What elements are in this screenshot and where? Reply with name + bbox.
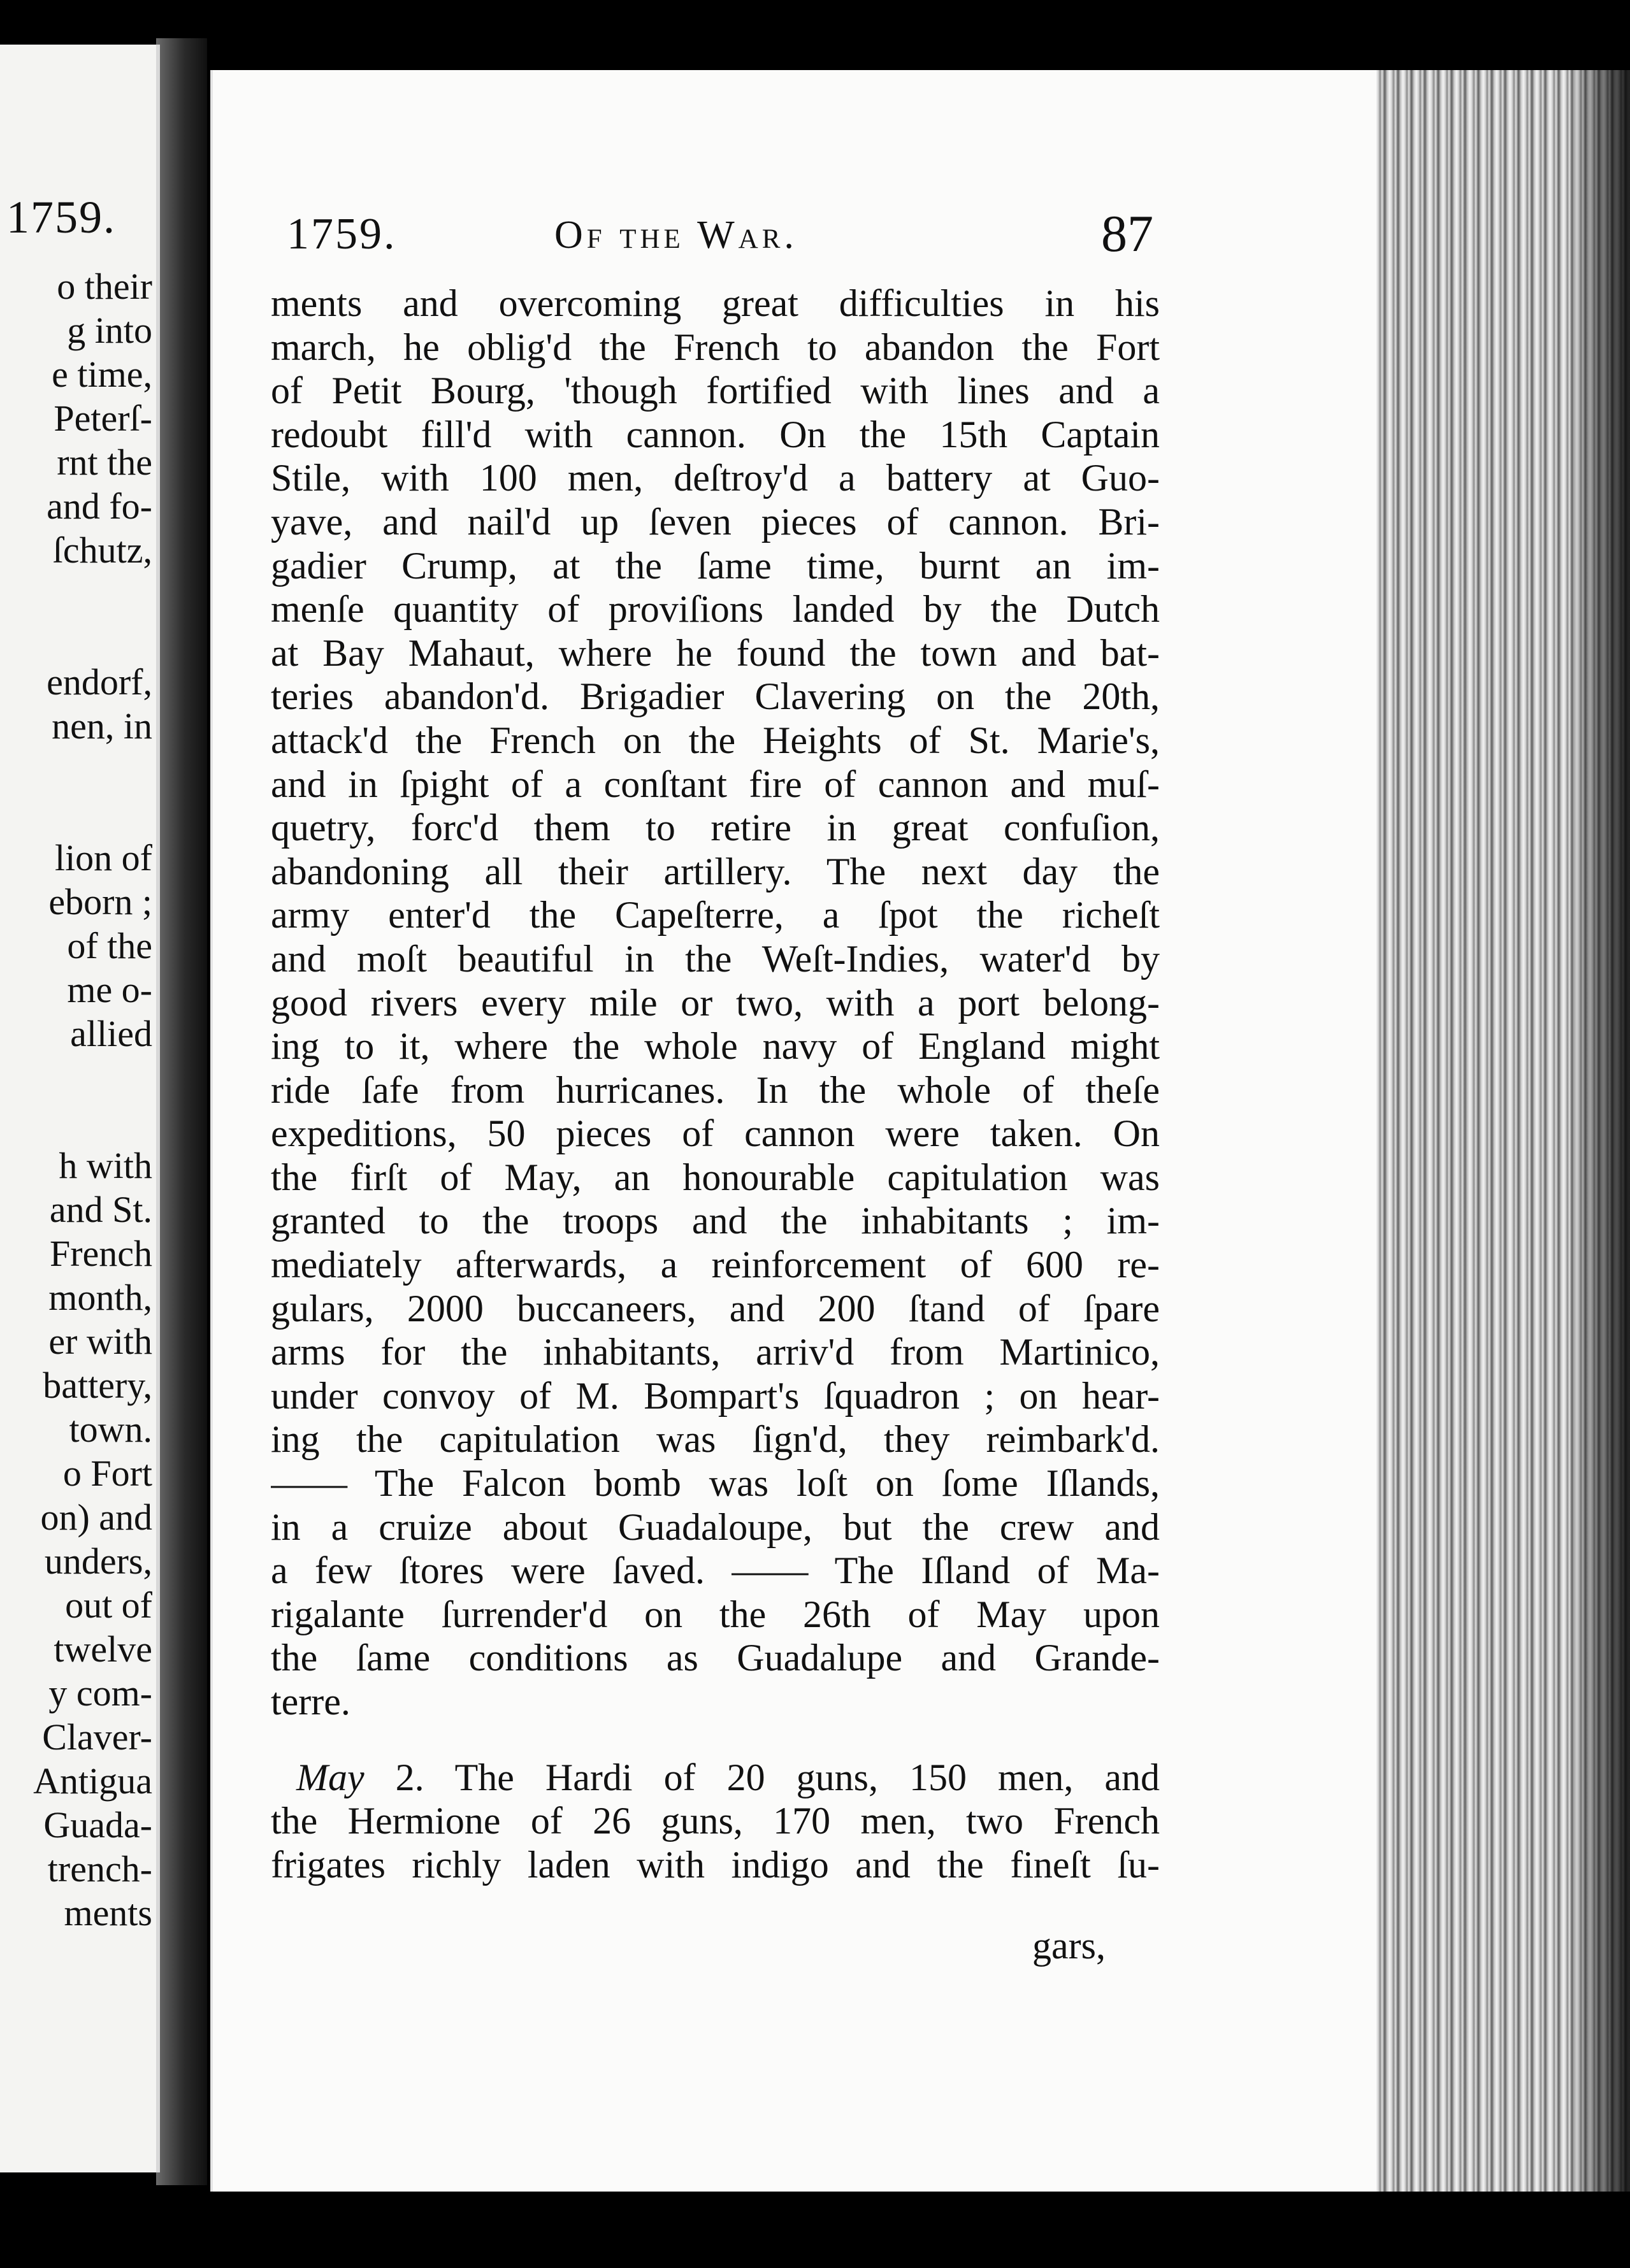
text-line: ing to it, where the whole navy of England might [271,1025,1160,1068]
text-line: gulars, 2000 buccaneers, and 200 ſtand of ſpare [271,1287,1160,1330]
text-line: army enter'd the Capeſterre, a ſpot the richeſt [271,894,1160,937]
text-line: in a cruize about Guadaloupe, but the crew and [271,1505,1160,1548]
facing-page-line: and St. [49,1189,152,1230]
facing-page-line [33,1100,152,1144]
text-line: a few ſtores were ſaved. —— The Iſland of Ma- [271,1549,1160,1592]
text-line: expeditions, 50 pieces of cannon were taken. On [271,1112,1160,1155]
facing-page-line: Guada- [43,1804,152,1846]
text-line: Stile, with 100 men, deſtroy'd a battery at Guo- [271,457,1160,499]
scan-bottom-border [0,2192,1630,2268]
text-line: gadier Crump, at the ſame time, burnt an im- [271,544,1160,587]
text-line: teries abandon'd. Brigadier Clavering on the 20th, [271,675,1160,718]
facing-page-line: battery, [43,1365,152,1406]
facing-page-line [33,572,152,616]
catchword: gars, [1032,1925,1106,1967]
facing-page-line: nen, in [52,705,152,747]
facing-page-line: eborn ; [48,881,152,922]
facing-page-line: g into [67,310,152,351]
facing-page-line: rnt the [57,441,152,483]
facing-page-line [33,748,152,792]
facing-page-line [33,616,152,660]
facing-page-line: ſchutz, [52,529,152,571]
text-line: ride ſafe from hurricanes. In the whole of theſe [271,1068,1160,1111]
facing-page-line: Claver- [42,1716,152,1758]
page-number: 87 [1101,205,1153,262]
entry-text: 2. The Hardi of 20 guns, 150 men, and [364,1756,1160,1798]
text-line [271,1756,1160,1800]
text-line: the Hermione of 26 guns, 170 men, two French [271,1800,1160,1842]
left-gutter-shadow [156,38,207,2185]
text-line: at Bay Mahaut, where he found the town and bat- [271,631,1160,674]
facing-page-line [33,792,152,836]
facing-page-fragment [0,45,160,2172]
text-line: attack'd the French on the Heights of St. Marie's, [271,719,1160,761]
facing-page-line: ments [64,1892,152,1934]
facing-page-line: trench- [47,1848,152,1890]
text-line: quetry, forc'd them to retire in great confuſion, [271,807,1160,849]
text-line: march, he oblig'd the French to abandon the Fort [271,326,1160,368]
facing-page-text [33,264,152,1935]
facing-page-line: town. [69,1409,152,1450]
fore-edge-shadow [1574,70,1630,2192]
facing-page-line: of the [67,925,152,966]
facing-page-line: e time, [52,354,152,395]
text-line: terre. [271,1681,350,1723]
facing-page-line [33,1056,152,1100]
facing-page-line: French [49,1233,152,1274]
facing-page-line: and fo- [47,485,152,527]
text-line: redoubt fill'd with cannon. On the 15th Captain [271,413,1160,456]
facing-page-line: Peterſ- [54,398,152,439]
running-head-year: 1759. [287,210,397,259]
text-line: and moſt beautiful in the Weſt-Indies, water'd by [271,937,1160,980]
facing-page-line: h with [59,1145,152,1186]
text-line: mediately afterwards, a reinforcement of 600 re- [271,1244,1160,1286]
facing-page-line: endorf, [47,661,152,703]
text-line: of Petit Bourg, 'though fortified with lines and a [271,370,1160,412]
facing-page-line: twelve [54,1628,152,1670]
text-line: rigalante ſurrender'd on the 26th of May upon [271,1593,1160,1635]
facing-page-line: er with [48,1321,152,1362]
facing-page-line: allied [70,1013,152,1054]
text-line: under convoy of M. Bompart's ſquadron ; on hear- [271,1374,1160,1417]
facing-page-line: o their [57,266,152,307]
facing-page-line: me o- [67,969,152,1010]
facing-page-line: lion of [54,837,152,879]
text-line: and in ſpight of a conſtant fire of cannon and muſ- [271,763,1160,805]
text-line: ing the capitulation was ſign'd, they reimbark'd. [271,1418,1160,1461]
text-line: the ſame conditions as Guadalupe and Grande- [271,1637,1160,1679]
text-line: the firſt of May, an honourable capitulation was [271,1156,1160,1198]
running-head [287,204,1153,268]
facing-page-line: y com- [48,1672,152,1714]
facing-page-line: month, [48,1277,152,1318]
paragraph-gap [271,1724,1160,1756]
text-line: frigates richly laden with indigo and the fineſt ſu- [271,1843,1160,1886]
text-line: ments and overcoming great difficulties in his [271,282,1160,324]
entry-date: May [296,1756,364,1798]
text-line: menſe quantity of proviſions landed by the Dutch [271,588,1160,631]
facing-page-line: unders, [44,1540,152,1582]
body-text [271,282,1160,1886]
text-line: yave, and nail'd up ſeven pieces of cannon. Bri- [271,500,1160,543]
text-line: good rivers every mile or two, with a port belong- [271,981,1160,1024]
text-line: —— The Falcon bomb was loſt on ſome Iſlands, [271,1462,1160,1505]
facing-page-line: on) and [40,1496,152,1538]
text-line: arms for the inhabitants, arriv'd from Martinico, [271,1331,1160,1374]
running-head-title: Of the War. [554,213,798,257]
text-line: granted to the troops and the inhabitants ; im- [271,1200,1160,1242]
facing-page-line: out of [65,1584,152,1626]
facing-page-year: 1759. [6,192,116,243]
text-line: abandoning all their artillery. The next day the [271,850,1160,893]
facing-page-line: o Fort [62,1453,152,1494]
facing-page-line: Antigua [33,1760,152,1802]
